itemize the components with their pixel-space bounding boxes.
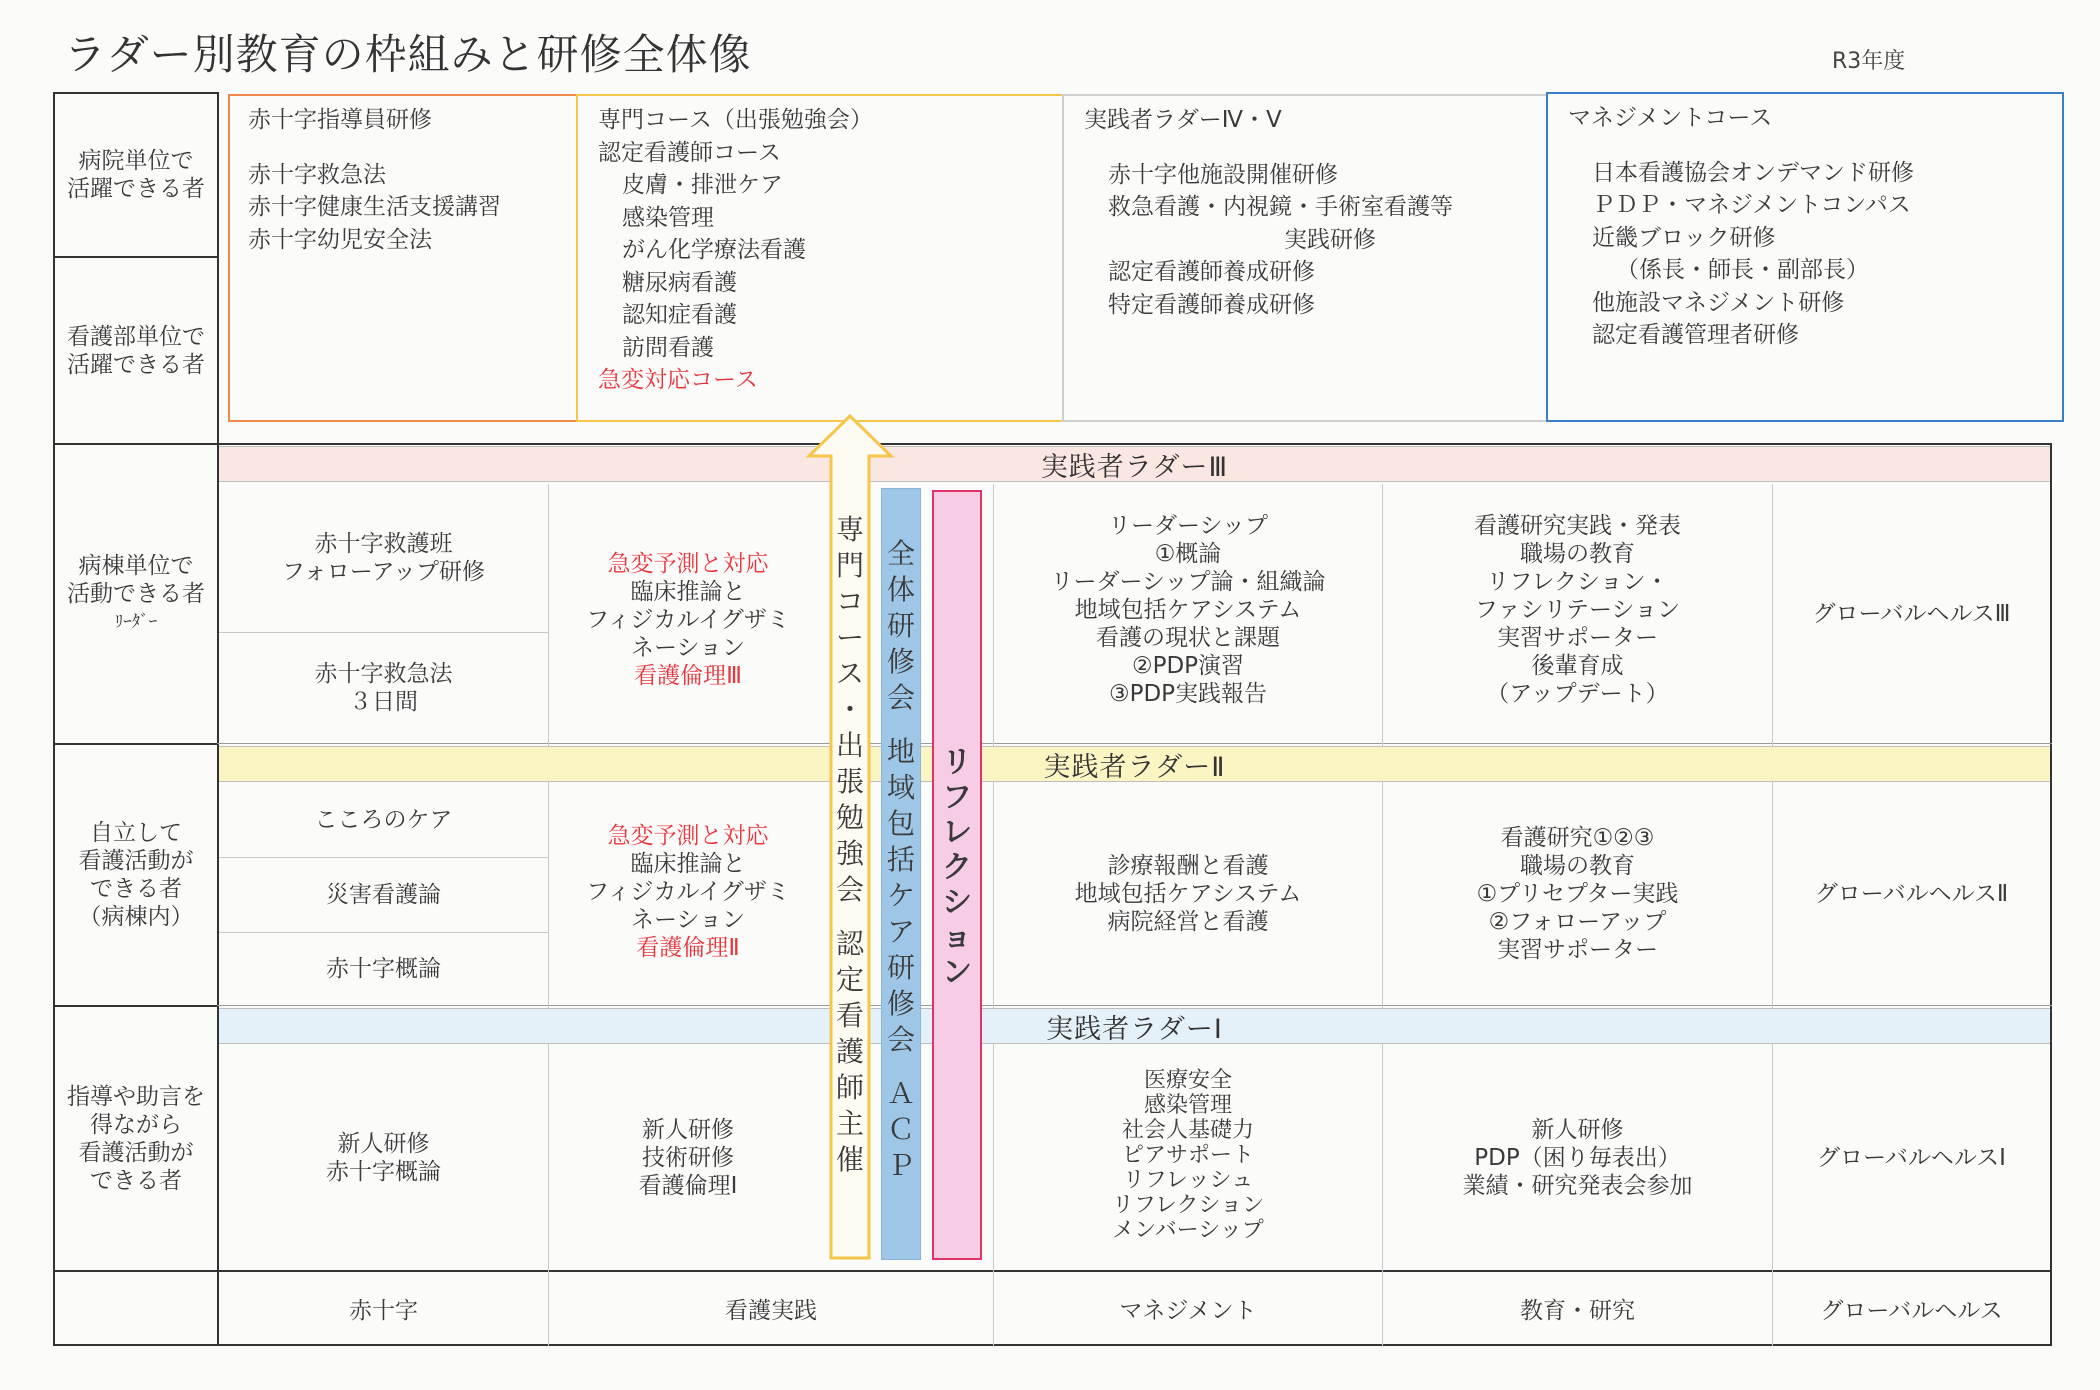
l3-education-research: 看護研究実践・発表 職場の教育 リフレクション・ ファシリテーション 実習サポーター 後輩育成 （アップデート）	[1474, 513, 1681, 707]
footer-management: マネジメント	[1119, 1297, 1257, 1324]
box-management-course: マネジメントコース 日本看護協会オンデマンド研修 ＰＤＰ・マネジメントコンパス 近畿ブロック研修 （係長・師長・副部長） 他施設マネジメント研修 認定看護管理者研修	[1546, 92, 2064, 422]
vertical-glyph: 勉	[835, 801, 864, 834]
vertical-glyph: 研	[886, 609, 915, 642]
vertical-glyph: 括	[886, 843, 915, 876]
vertical-glyph: 地	[886, 735, 915, 768]
vertical-glyph: ン	[942, 955, 972, 990]
vertical-reflection	[932, 745, 982, 990]
vertical-overall-training	[881, 536, 921, 1184]
vertical-glyph: 会	[835, 873, 864, 906]
l2-global-health: グローバルヘルスⅡ	[1814, 881, 2009, 907]
fiscal-year: R3年度	[1832, 49, 1906, 74]
band-practitioner-ladder-3: 実践者ラダーⅢ	[219, 446, 2050, 482]
vertical-glyph: レ	[942, 815, 972, 850]
vertical-glyph: ス	[835, 657, 864, 690]
box-practitioner-ladder-4-5: 実践者ラダーⅣ・Ⅴ 赤十字他施設開催研修 救急看護・内視鏡・手術室看護等 実践研修 認定看護師養成研修 特定看護師養成研修	[1062, 94, 1562, 422]
vertical-specialist-course	[831, 512, 869, 1178]
l2-mental-care: こころのケア	[314, 807, 453, 833]
l3-nursing-practice: 急変予測と対応 臨床推論と フィジカルイグザミ ネーション 看護倫理Ⅲ	[586, 551, 790, 689]
l2-education-research: 看護研究①②③ 職場の教育 ①プリセプター実践 ②フォローアップ 実習サポーター	[1476, 825, 1679, 963]
vertical-glyph: 出	[835, 729, 864, 762]
vertical-glyph: 催	[835, 1143, 864, 1176]
vertical-glyph: リ	[942, 745, 972, 780]
vertical-glyph: 看	[835, 999, 864, 1032]
l1-education-research: 新人研修 PDP（困り毎表出） 業績・研究発表会参加	[1462, 1116, 1693, 1199]
vertical-glyph: Ｃ	[886, 1113, 915, 1146]
l3-management: リーダーシップ ①概論 リーダーシップ論・組織論 地域包括ケアシステム 看護の現状と課題 ②PDP演習 ③PDP実践報告	[1050, 513, 1326, 707]
vertical-glyph: 主	[835, 1107, 864, 1140]
vertical-glyph: ク	[942, 850, 972, 885]
l3-redcross-rescue: 赤十字救護班 フォローアップ研修	[281, 531, 486, 585]
l1-nursing-practice: 新人研修 技術研修 看護倫理Ⅰ	[638, 1116, 738, 1199]
vertical-glyph: 師	[835, 1071, 864, 1104]
vertical-glyph: 門	[835, 549, 864, 582]
label-independent-level: 自立して 看護活動が できる者 （病棟内）	[78, 820, 194, 930]
vertical-glyph: 専	[835, 513, 864, 546]
vertical-glyph: 認	[835, 927, 864, 960]
l2-management: 診療報酬と看護 地域包括ケアシステム 病院経営と看護	[1074, 853, 1302, 935]
footer-global-health: グローバルヘルス	[1820, 1297, 2003, 1324]
l3-redcross-firstaid: 赤十字救急法 ３日間	[314, 661, 453, 715]
vertical-glyph: 強	[835, 837, 864, 870]
vertical-glyph: ョ	[942, 920, 972, 955]
box-specialist-course: 専門コース（出張勉強会） 認定看護師コース 皮膚・排泄ケア 感染管理 がん化学療法看護 糖尿病看護 認知症看護 訪問看護 急変対応コース	[576, 94, 1078, 422]
vertical-glyph: 会	[886, 681, 915, 714]
band-practitioner-ladder-1: 実践者ラダーⅠ	[219, 1008, 2050, 1044]
label-nursing-dept-level: 看護部単位で 活躍できる者	[67, 323, 205, 378]
box-red-cross-instructor: 赤十字指導員研修 赤十字救急法 赤十字健康生活支援講習 赤十字幼児安全法	[228, 94, 590, 422]
vertical-glyph: 修	[886, 645, 915, 678]
vertical-glyph: 全	[886, 537, 915, 570]
vertical-glyph: ア	[886, 915, 915, 948]
page-title: ラダー別教育の枠組みと研修全体像	[64, 30, 752, 79]
vertical-glyph: フ	[942, 780, 972, 815]
vertical-glyph: Ｐ	[886, 1149, 915, 1182]
vertical-glyph: 護	[835, 1035, 864, 1068]
l2-nursing-practice: 急変予測と対応 臨床推論と フィジカルイグザミ ネーション 看護倫理Ⅱ	[586, 823, 790, 961]
vertical-glyph: 体	[886, 573, 915, 606]
footer-education-research: 教育・研究	[1520, 1297, 1635, 1324]
l2-redcross-intro: 赤十字概論	[326, 956, 441, 982]
vertical-glyph: 域	[886, 771, 915, 804]
label-ward-level: 病棟単位で 活動できる者 ﾘｰﾀﾞｰ	[67, 553, 205, 632]
vertical-glyph: 研	[886, 951, 915, 984]
vertical-glyph: ケ	[886, 879, 915, 912]
vertical-glyph: コ	[835, 585, 864, 618]
label-guided-level: 指導や助言を 得ながら 看護活動が できる者	[67, 1083, 205, 1194]
l1-redcross: 新人研修 赤十字概論	[326, 1130, 441, 1185]
vertical-glyph: シ	[942, 885, 972, 920]
l1-global-health: グローバルヘルスⅠ	[1817, 1144, 2006, 1171]
vertical-glyph: 会	[886, 1023, 915, 1056]
footer-nursing-practice: 看護実践	[725, 1297, 817, 1324]
l2-disaster-nursing: 災害看護論	[326, 882, 441, 908]
vertical-glyph: ・	[835, 693, 864, 726]
vertical-glyph: ー	[835, 621, 864, 654]
vertical-glyph: 包	[886, 807, 915, 840]
vertical-glyph: Ａ	[886, 1077, 915, 1110]
vertical-glyph: 修	[886, 987, 915, 1020]
band-practitioner-ladder-2: 実践者ラダーⅡ	[219, 746, 2050, 782]
footer-red-cross: 赤十字	[349, 1297, 418, 1324]
vertical-glyph: 定	[835, 963, 864, 996]
vertical-glyph: 張	[835, 765, 864, 798]
l1-management: 医療安全 感染管理 社会人基礎力 ピアサポート リフレッシュ リフレクション メンバーシップ	[1111, 1067, 1265, 1243]
l3-global-health: グローバルヘルスⅢ	[1812, 600, 2011, 627]
label-hospital-level: 病院単位で 活躍できる者	[67, 148, 205, 202]
